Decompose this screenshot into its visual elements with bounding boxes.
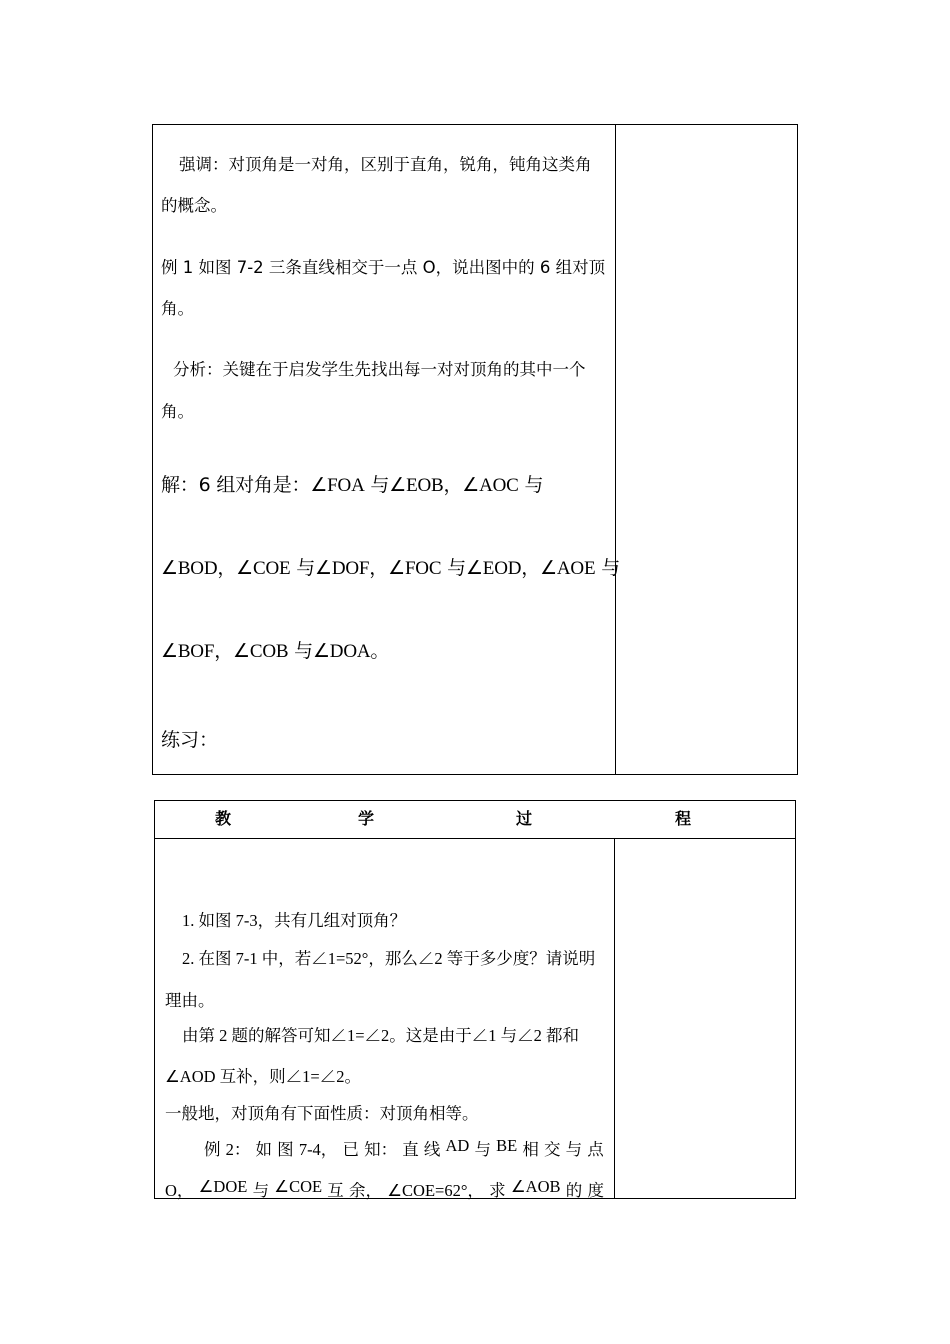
exercise-2-line-1: 2. 在图 7-1 中，若∠1=52°，那么∠2 等于多少度？请说明 bbox=[182, 949, 596, 968]
notes-cell bbox=[615, 839, 795, 1198]
word: 度 bbox=[587, 1181, 604, 1200]
word: 相 bbox=[522, 1140, 539, 1159]
header-char-4: 程 bbox=[675, 809, 692, 828]
period: 。 bbox=[370, 640, 390, 662]
emphasis-line-2: 的概念。 bbox=[161, 196, 227, 215]
notes-cell bbox=[616, 125, 797, 774]
word: 直 bbox=[402, 1140, 419, 1159]
angle-foa: ∠FOA bbox=[310, 475, 365, 496]
word: 求 bbox=[489, 1181, 506, 1200]
word: 2： bbox=[225, 1140, 251, 1159]
word: 如 bbox=[255, 1140, 273, 1159]
word: 已 bbox=[342, 1140, 359, 1159]
connector: 与 bbox=[518, 474, 544, 496]
word: 例 bbox=[204, 1140, 221, 1159]
explanation-line-1: 由第 2 题的解答可知∠1=∠2。这是由于∠1 与∠2 都和 bbox=[182, 1026, 580, 1045]
angle-foc: ∠FOC bbox=[388, 558, 442, 579]
explanation-line-2: ∠AOD 互补，则∠1=∠2。 bbox=[165, 1067, 361, 1086]
example1-line-1: 例 1 如图 7-2 三条直线相交于一点 O，说出图中的 6 组对顶 bbox=[161, 258, 606, 277]
word: 知： bbox=[364, 1140, 398, 1159]
angle-coe: ∠COE bbox=[236, 558, 291, 579]
example2-line-1 bbox=[204, 1136, 604, 1160]
comma: ， bbox=[369, 557, 389, 579]
solution-line-3 bbox=[161, 636, 389, 663]
solution-line-1 bbox=[161, 470, 543, 497]
angle-cob: ∠COB bbox=[233, 641, 289, 662]
header-char-1: 教 bbox=[215, 809, 232, 828]
property-statement: 一般地，对顶角有下面性质：对顶角相等。 bbox=[165, 1104, 479, 1123]
angle-doa: ∠DOA bbox=[312, 641, 371, 662]
word: BE bbox=[496, 1136, 518, 1155]
word: O， bbox=[165, 1181, 194, 1200]
angle-dof: ∠DOF bbox=[315, 558, 370, 579]
word: ∠COE=62°， bbox=[387, 1181, 484, 1200]
content-cell bbox=[153, 125, 620, 774]
word: ∠COE bbox=[274, 1177, 323, 1196]
word: ∠DOE bbox=[198, 1177, 248, 1196]
word: 的 bbox=[565, 1181, 583, 1200]
analysis-line-1: 分析：关键在于启发学生先找出每一对对顶角的其中一个 bbox=[173, 360, 586, 379]
word: 与 bbox=[252, 1181, 270, 1200]
word: 与 bbox=[565, 1140, 583, 1159]
exercise-2-line-2: 理由。 bbox=[165, 991, 215, 1010]
lesson-table-1 bbox=[152, 124, 798, 775]
lesson-table-2 bbox=[154, 800, 796, 1199]
word: 余， bbox=[349, 1181, 383, 1200]
connector: 与 bbox=[288, 640, 313, 662]
example2-line-2 bbox=[165, 1177, 604, 1201]
header-char-3: 过 bbox=[516, 809, 533, 828]
header-char-2: 学 bbox=[358, 809, 375, 828]
word: 互 bbox=[327, 1181, 344, 1200]
connector: 与 bbox=[441, 557, 466, 579]
emphasis-line-1: 强调：对顶角是一对角，区别于直角，锐角，钝角这类角 bbox=[179, 155, 592, 174]
angle-bod: ∠BOD bbox=[161, 558, 218, 579]
comma: ， bbox=[443, 474, 463, 496]
word: 7-4， bbox=[298, 1140, 338, 1159]
word: ∠AOB bbox=[510, 1177, 561, 1196]
connector: 与 bbox=[290, 557, 316, 579]
word: AD bbox=[445, 1136, 470, 1155]
word: 图 bbox=[277, 1140, 294, 1159]
angle-eob: ∠EOB bbox=[389, 475, 444, 496]
angle-bof: ∠BOF bbox=[161, 641, 215, 662]
word: 交 bbox=[544, 1140, 561, 1159]
analysis-line-2: 角。 bbox=[161, 402, 194, 421]
connector: 与 bbox=[595, 557, 620, 579]
word: 点 bbox=[587, 1140, 604, 1159]
angle-eod: ∠EOD bbox=[465, 558, 522, 579]
angle-aoe: ∠AOE bbox=[540, 558, 596, 579]
exercise-1: 1. 如图 7-3，共有几组对顶角？ bbox=[182, 911, 407, 930]
practice-label: 练习： bbox=[161, 729, 219, 751]
solution-line-2 bbox=[161, 553, 620, 580]
solution-label: 解：6 组对角是： bbox=[161, 474, 311, 496]
example1-line-2: 角。 bbox=[161, 299, 194, 318]
angle-aoc: ∠AOC bbox=[462, 475, 519, 496]
word: 与 bbox=[474, 1140, 491, 1159]
word: 线 bbox=[423, 1140, 441, 1159]
comma: ， bbox=[217, 557, 237, 579]
comma: ， bbox=[521, 557, 541, 579]
connector: 与 bbox=[364, 474, 390, 496]
comma: ， bbox=[214, 640, 234, 662]
